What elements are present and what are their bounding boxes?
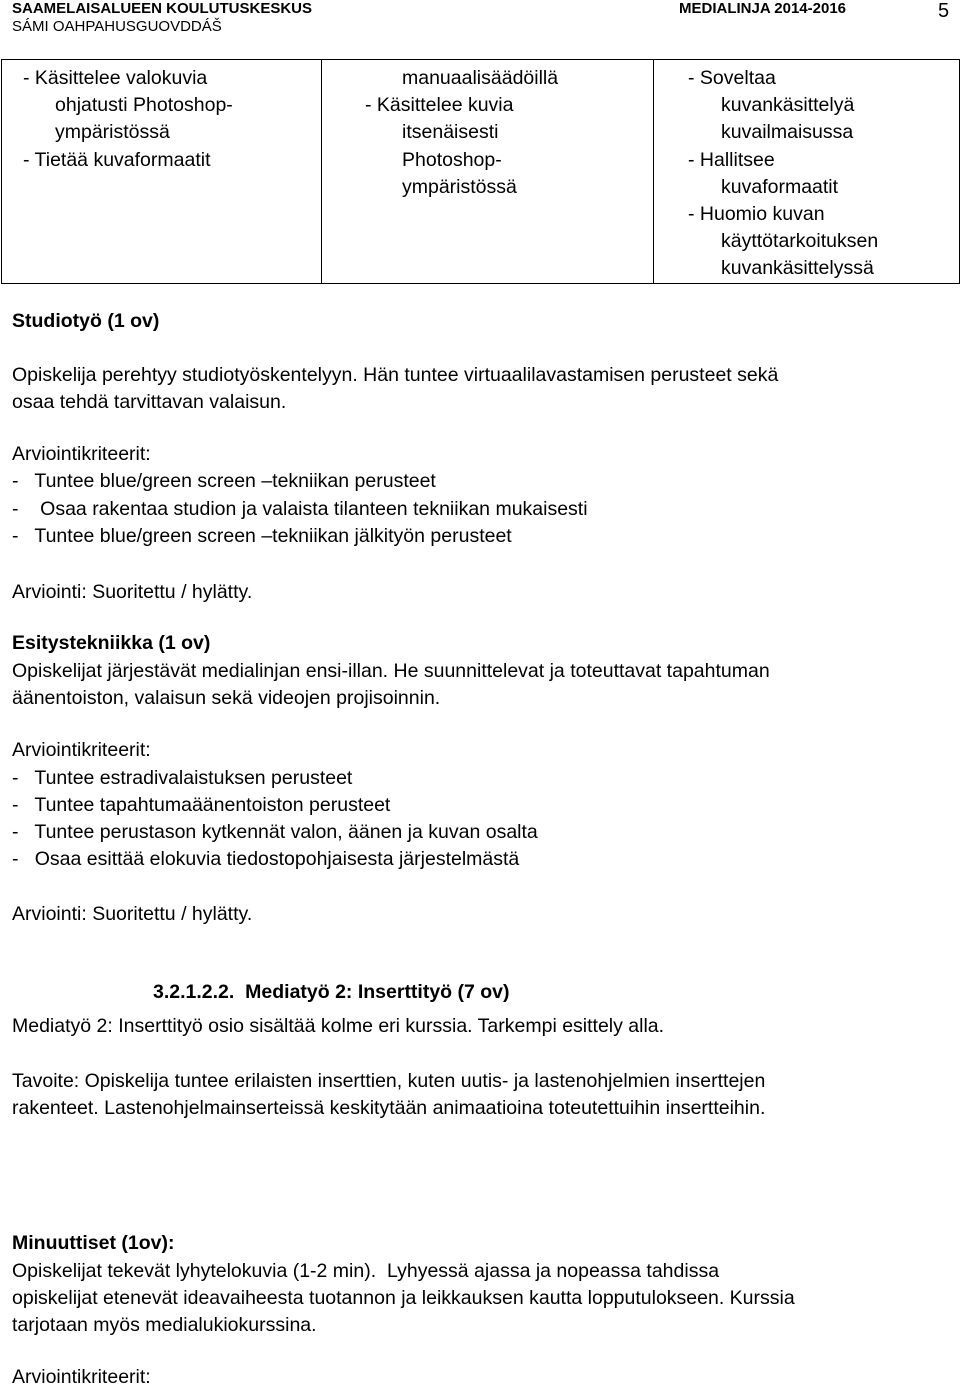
page-number: 5 (938, 0, 950, 22)
section-heading-mediatyo: 3.2.1.2.2. Mediatyö 2: Inserttityö (7 ov) (153, 981, 510, 1003)
table-line: manuaalisäädöillä (402, 67, 559, 89)
list-item: - Tuntee tapahtumaäänentoiston perusteet (12, 794, 391, 816)
paragraph-line: Opiskelija perehtyy studiotyöskentelyyn. Hän tuntee virtuaalilavastamisen perusteet sekä (12, 364, 779, 386)
table-line: käyttötarkoituksen (721, 230, 879, 253)
table-line: Photoshop- (402, 148, 502, 171)
paragraph-line: Mediatyö 2: Inserttityö osio sisältää kolme eri kurssia. Tarkempi esittely alla. (12, 1015, 665, 1037)
organization-name-sami: SÁMI OAHPAHUSGUOVDDÁŠ (12, 18, 222, 35)
table-line: ympäristössä (55, 121, 170, 144)
table-cell-col2 (322, 60, 654, 284)
paragraph-line: tarjotaan myös medialukiokurssina. (12, 1314, 317, 1336)
list-item: - Osaa esittää elokuvia tiedostopohjaisesta järjestelmästä (12, 848, 520, 870)
paragraph-line: Opiskelijat järjestävät medialinjan ensi-illan. He suunnittelevat ja toteuttavat tapahtuman (12, 660, 770, 682)
criteria-label: Arviointikriteerit: (12, 739, 151, 761)
table-line: - Käsittelee kuvia (365, 94, 514, 117)
organization-name: SAAMELAISALUEEN KOULUTUSKESKUS (12, 0, 313, 17)
table-line: - Tietää kuvaformaatit (23, 148, 211, 171)
paragraph-line: opiskelijat etenevät ideavaiheesta tuotannon ja leikkauksen kautta lopputulokseen. Kurssia (12, 1287, 795, 1309)
table-line: - Hallitsee (688, 148, 775, 171)
table-line: kuvankäsittelyssä (721, 257, 874, 280)
criteria-label: Arviointikriteerit: (12, 1366, 151, 1388)
table-line: kuvailmaisussa (721, 121, 854, 144)
list-item: - Osaa rakentaa studion ja valaista tilanteen tekniikan mukaisesti (12, 498, 588, 520)
table-cell-col3 (654, 60, 960, 284)
list-item: - Tuntee blue/green screen –tekniikan jälkityön perusteet (12, 525, 512, 547)
grading-line: Arviointi: Suoritettu / hylätty. (12, 581, 253, 603)
table-cell-col1 (2, 60, 322, 284)
table-line: - Käsittelee valokuvia (23, 67, 208, 89)
section-title-esitystekniikka: Esitystekniikka (1 ov) (12, 632, 211, 654)
paragraph-line: Tavoite: Opiskelija tuntee erilaisten inserttien, kuten uutis- ja lastenohjelmien inserttejen (12, 1070, 766, 1092)
criteria-table (1, 59, 960, 284)
list-item: - Tuntee estradivalaistuksen perusteet (12, 767, 353, 789)
paragraph-line: osaa tehdä tarvittavan valaisun. (12, 391, 287, 413)
grading-line: Arviointi: Suoritettu / hylätty. (12, 903, 253, 925)
section-title-minuuttiset: Minuuttiset (1ov): (12, 1232, 175, 1254)
table-line: kuvankäsittelyä (721, 94, 855, 117)
table-line: ympäristössä (402, 175, 517, 198)
table-line: ohjatusti Photoshop- (55, 94, 233, 117)
criteria-label: Arviointikriteerit: (12, 443, 151, 465)
table-line: itsenäisesti (402, 121, 499, 144)
table-line: - Soveltaa (688, 67, 776, 89)
list-item: - Tuntee perustason kytkennät valon, äänen ja kuvan osalta (12, 821, 538, 843)
page-header (0, 0, 960, 40)
paragraph-line: äänentoiston, valaisun sekä videojen projisoinnin. (12, 687, 441, 709)
table-line: - Huomio kuvan (688, 203, 825, 226)
paragraph-line: Opiskelijat tekevät lyhytelokuvia (1-2 min). Lyhyessä ajassa ja nopeassa tahdissa (12, 1260, 720, 1282)
paragraph-line: rakenteet. Lastenohjelmainserteissä keskitytään animaatioina toteutettuihin insertteihin. (12, 1097, 766, 1119)
program-title: MEDIALINJA 2014-2016 (679, 0, 847, 17)
section-title-studiotyo: Studiotyö (1 ov) (12, 310, 160, 332)
list-item: - Tuntee blue/green screen –tekniikan perusteet (12, 470, 436, 492)
table-line: kuvaformaatit (721, 175, 839, 198)
